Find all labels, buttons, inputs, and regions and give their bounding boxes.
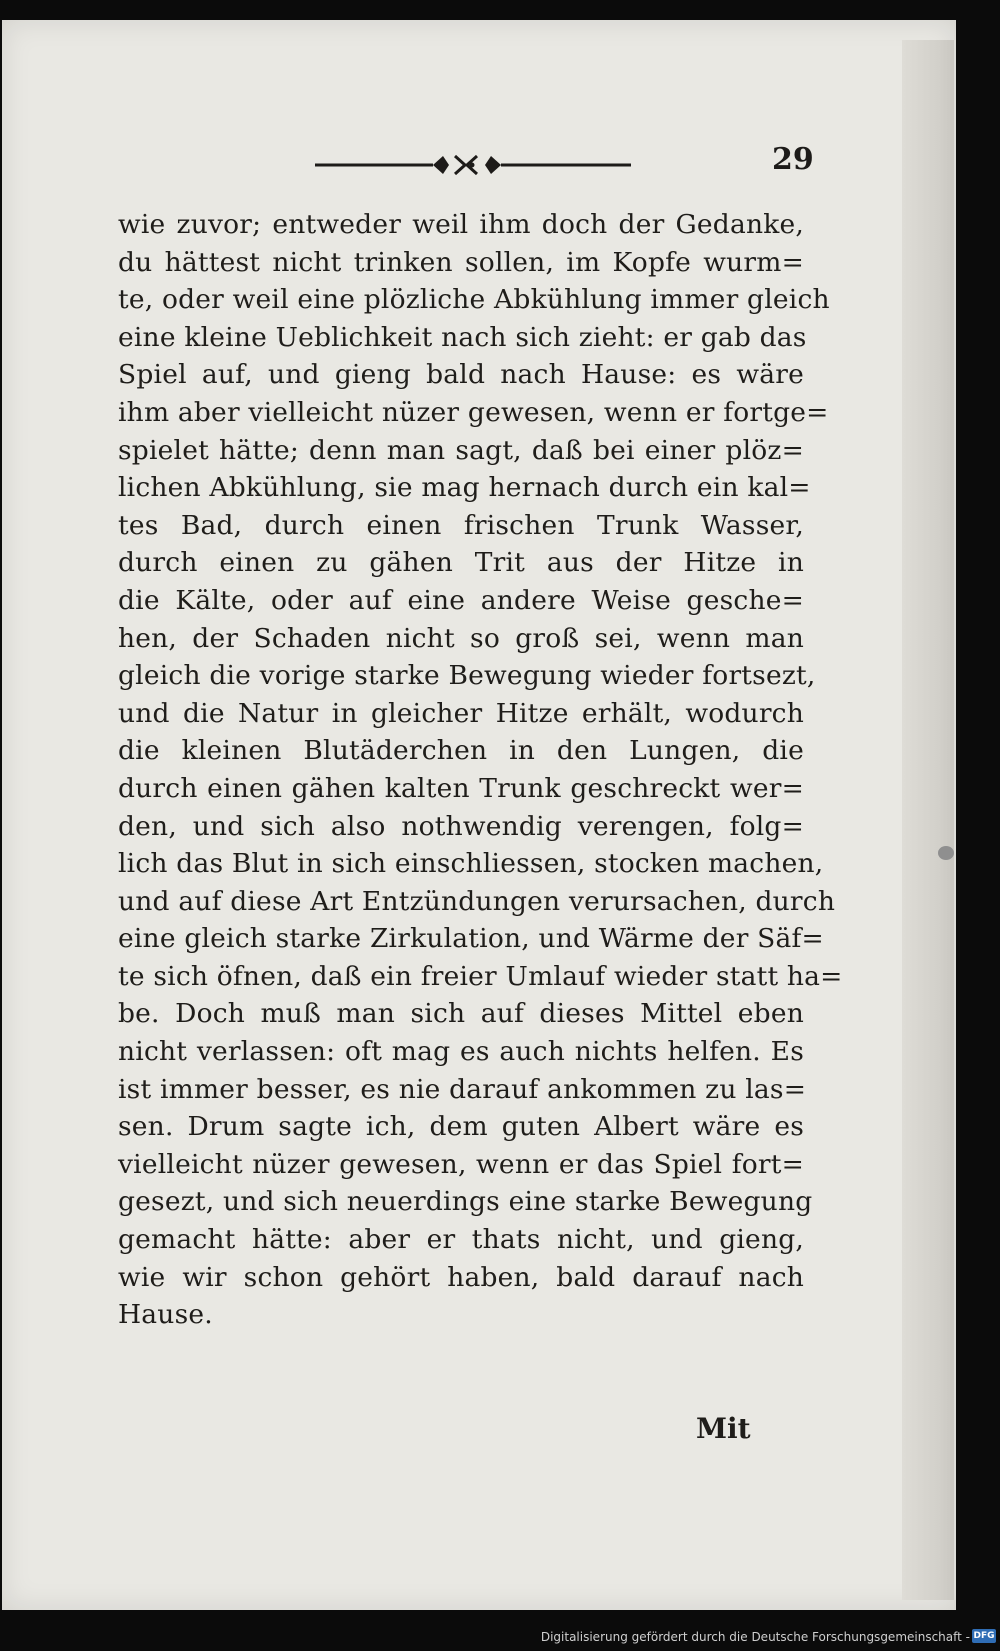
text-line: wie wir schon gehört haben, bald darauf nach [118,1261,804,1293]
text-line: und auf diese Art Entzündungen verursachen, durch [118,885,836,917]
text-line: eine kleine Ueblichkeit nach sich zieht: er gab das [118,321,807,353]
text-line: nicht verlassen: oft mag es auch nichts helfen. Es [118,1036,804,1068]
text-line: gemacht hätte: aber er thats nicht, und gieng, [118,1224,804,1256]
text-line: durch einen zu gähen Trit aus der Hitze in [118,547,804,579]
text-line: lichen Abkühlung, sie mag hernach durch ein kal= [118,472,811,504]
text-line: be. Doch muß man sich auf dieses Mittel eben [118,998,804,1030]
text-line: sen. Drum sagte ich, dem guten Albert wäre es [118,1111,804,1143]
text-line: wie zuvor; entweder weil ihm doch der Gedanke, [118,209,804,240]
text-line: eine gleich starke Zirkulation, und Wärme der Säf= [118,923,824,955]
text-line: Hause. [118,1299,213,1331]
text-line: te, oder weil eine plözliche Abkühlung immer gleich [118,284,830,316]
page-gutter-shadow [902,40,954,1600]
text-line: vielleicht nüzer gewesen, wenn er das Spiel fort= [118,1148,804,1180]
text-line: die Kälte, oder auf eine andere Weise gesche= [118,584,804,616]
text-line: Spiel auf, und gieng bald nach Hause: es wäre [118,359,804,391]
text-line: den, und sich also nothwendig verengen, folg= [118,810,804,842]
page-number: 29 [772,142,814,177]
catchword: Mit [696,1412,751,1445]
text-line: ihm aber vielleicht nüzer gewesen, wenn er fortge= [118,396,829,428]
text-line: und die Natur in gleicher Hitze erhält, wodurch [118,697,804,729]
text-line: lich das Blut in sich einschliessen, stocken machen, [118,848,824,880]
text-line: durch einen gähen kalten Trunk geschreckt wer= [118,772,804,804]
footer-credit: Digitalisierung gefördert durch die Deutsche Forschungsgemeinschaft - [540,1630,970,1644]
text-line: gesezt, und sich neuerdings eine starke Bewegung [118,1186,813,1218]
text-line: ist immer besser, es nie darauf ankommen zu las= [118,1073,807,1105]
text-line: die kleinen Blutäderchen in den Lungen, die [118,735,804,767]
text-line: te sich öfnen, daß ein freier Umlauf wieder statt ha= [118,960,843,992]
text-line: hen, der Schaden nicht so groß sei, wenn man [118,622,804,654]
text-line: spielet hätte; denn man sagt, daß bei einer plöz= [118,434,804,466]
header-ornament-icon [315,150,631,180]
body-text [118,206,843,1334]
text-line: gleich die vorige starke Bewegung wieder fortsezt, [118,660,816,692]
text-line: du hättest nicht trinken sollen, im Kopfe wurm= [118,246,804,278]
binding-hole [938,846,954,860]
text-line: tes Bad, durch einen frischen Trunk Wasser, [118,509,804,541]
scan-edge [956,20,992,1610]
dfg-logo-icon: DFG [973,1631,995,1641]
